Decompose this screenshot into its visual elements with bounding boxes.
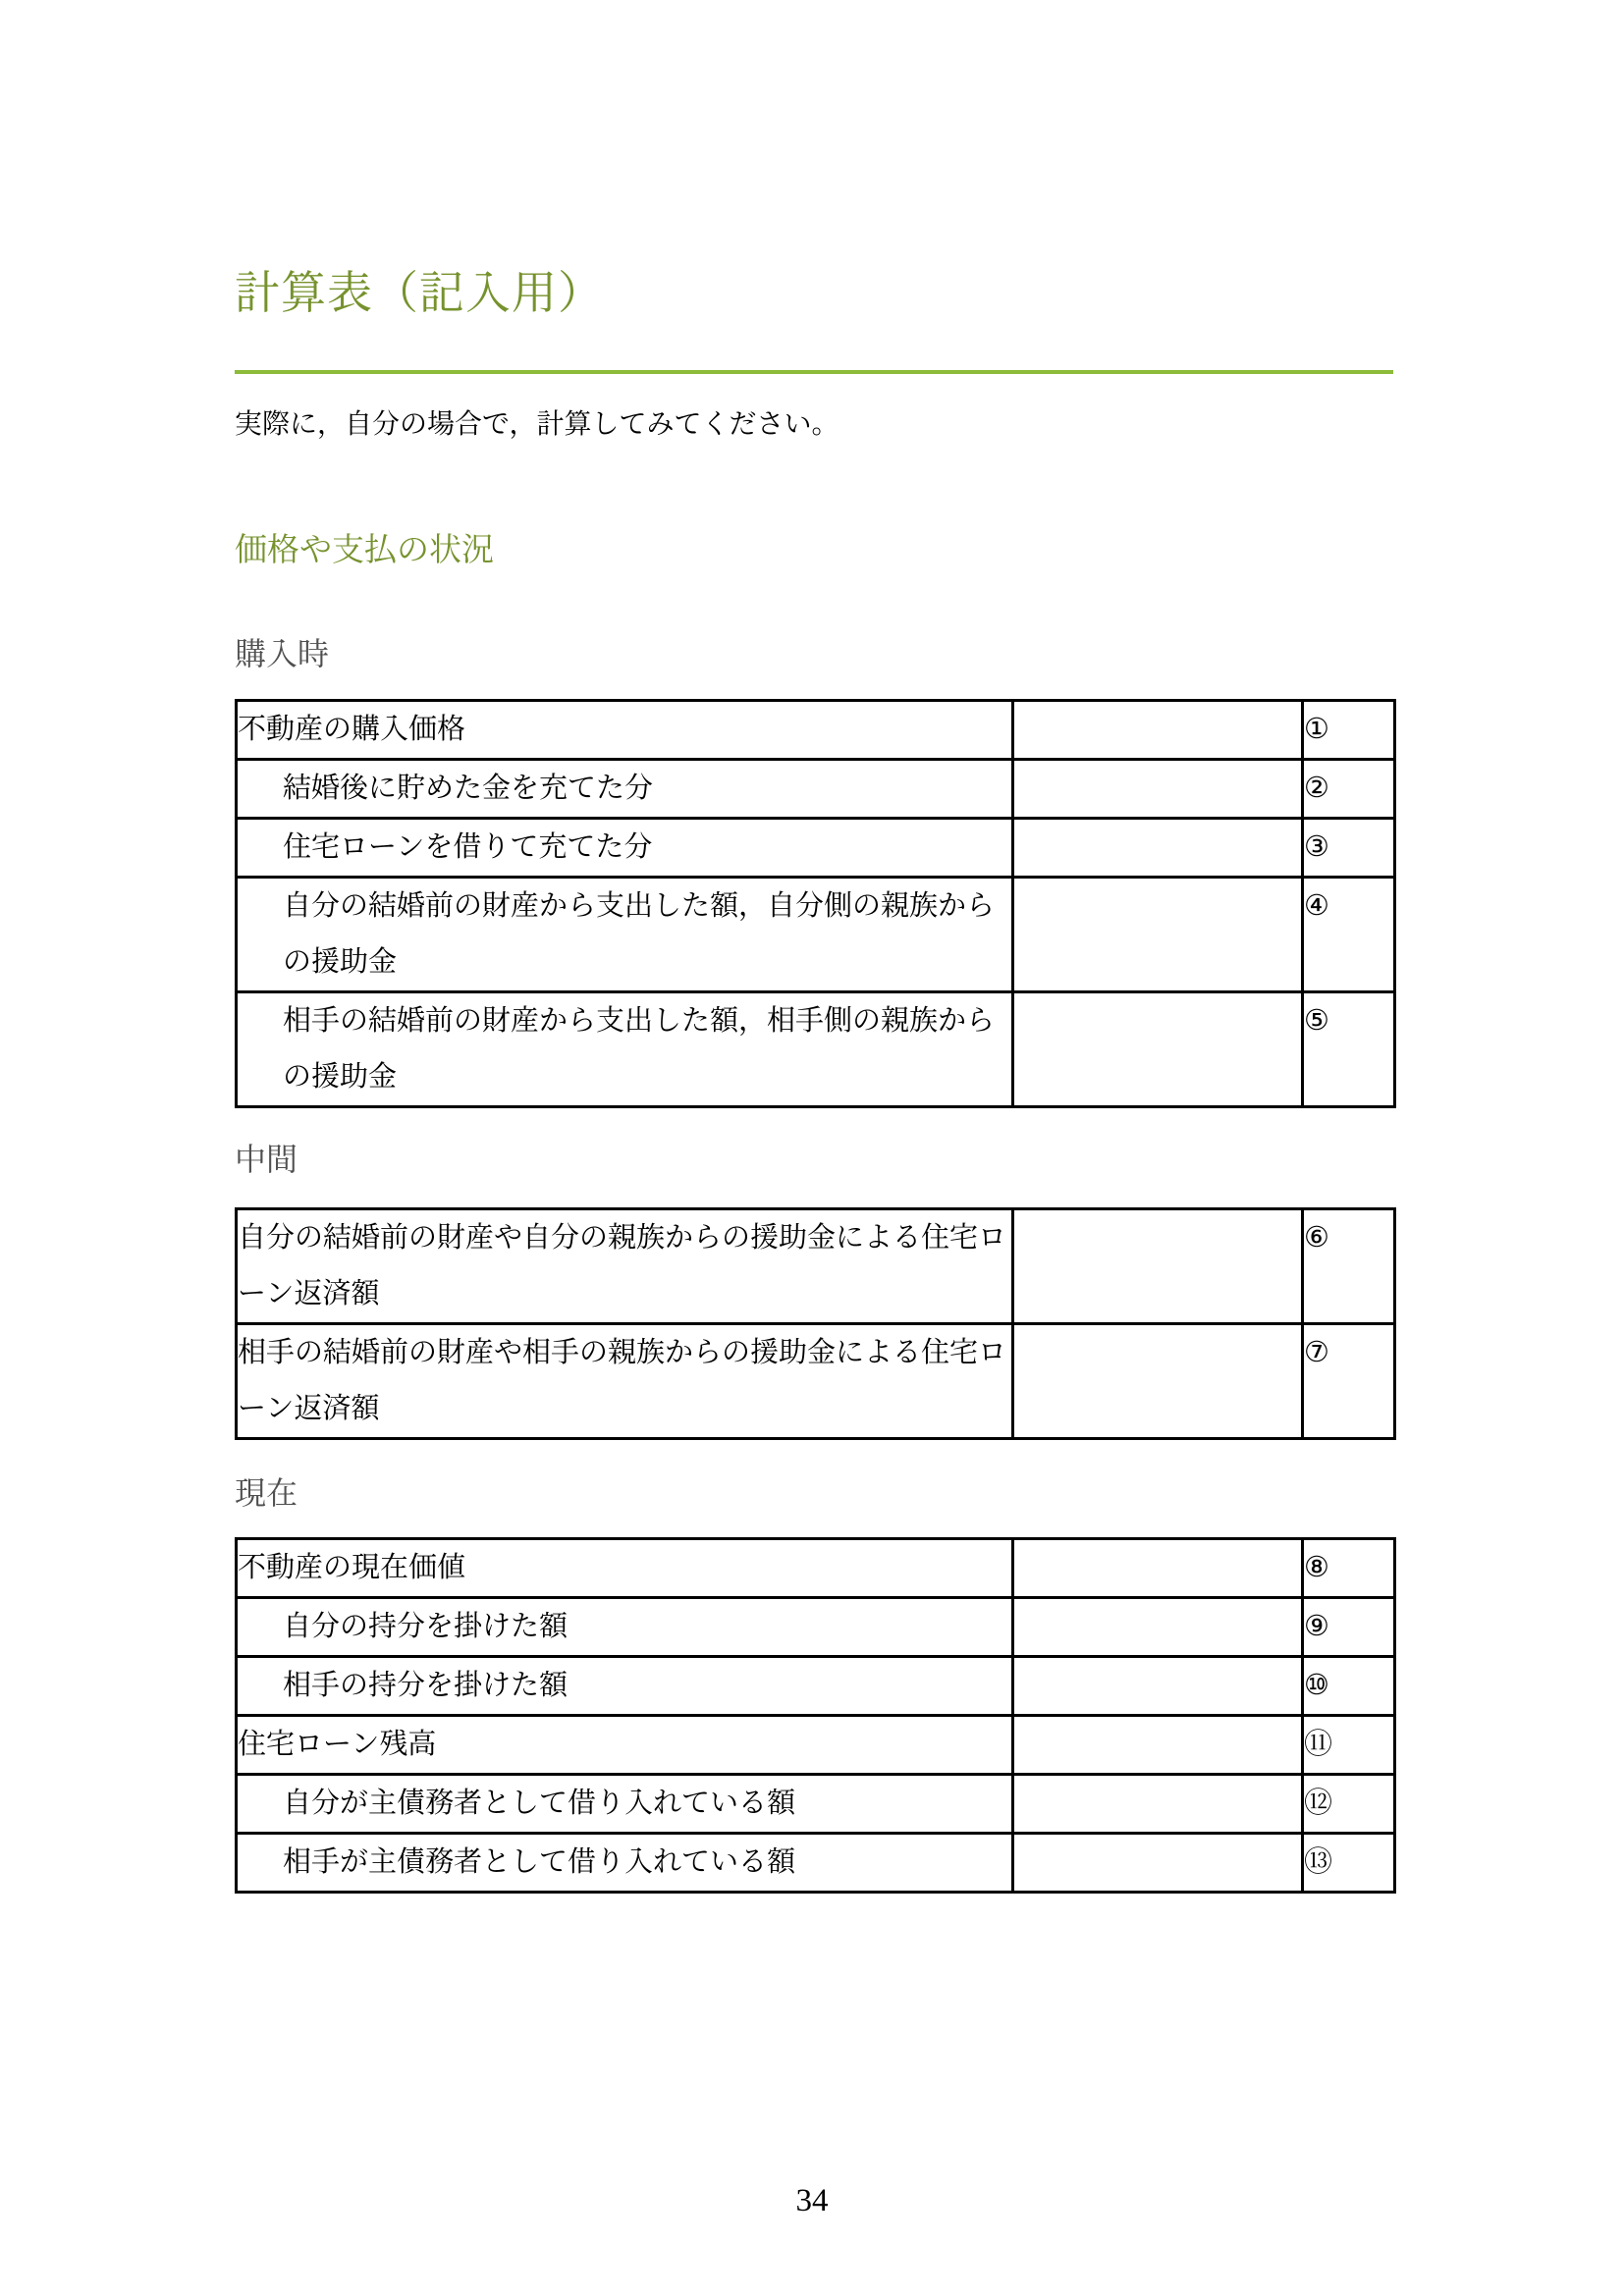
title-underline-rule	[235, 370, 1393, 374]
row-label: 住宅ローンを借りて充てた分	[237, 819, 1013, 878]
table-row	[237, 760, 1395, 819]
amount-blank-cell	[1013, 1657, 1303, 1716]
row-ref-badge: ②	[1303, 760, 1395, 819]
amount-blank-cell	[1013, 760, 1303, 819]
subsection-heading-purchase: 購入時	[235, 636, 330, 671]
table-row	[237, 992, 1395, 1107]
row-label: 自分の結婚前の財産から支出した額，自分側の親族からの援助金	[237, 878, 1013, 992]
amount-blank-cell	[1013, 1775, 1303, 1834]
amount-blank-cell	[1013, 992, 1303, 1107]
row-ref-badge: ④	[1303, 878, 1395, 992]
row-ref-badge: ⑨	[1303, 1598, 1395, 1657]
row-ref-badge: ③	[1303, 819, 1395, 878]
row-label: 相手の結婚前の財産や相手の親族からの援助金による住宅ローン返済額	[237, 1324, 1013, 1439]
row-label: 自分の持分を掛けた額	[237, 1598, 1013, 1657]
amount-blank-cell	[1013, 701, 1303, 760]
row-label: 結婚後に貯めた金を充てた分	[237, 760, 1013, 819]
table-row	[237, 1324, 1395, 1439]
row-label: 不動産の現在価値	[237, 1539, 1013, 1598]
row-label: 不動産の購入価格	[237, 701, 1013, 760]
table-row	[237, 1598, 1395, 1657]
intro-paragraph: 実際に，自分の場合で，計算してみてください。	[235, 408, 839, 439]
row-label: 自分が主債務者として借り入れている額	[237, 1775, 1013, 1834]
table-row	[237, 701, 1395, 760]
row-ref-badge: ⑧	[1303, 1539, 1395, 1598]
table-row	[237, 819, 1395, 878]
purchase-table	[235, 699, 1396, 1108]
subsection-heading-interim: 中間	[235, 1142, 298, 1177]
amount-blank-cell	[1013, 819, 1303, 878]
amount-blank-cell	[1013, 1716, 1303, 1775]
table-row	[237, 878, 1395, 992]
row-label: 相手の持分を掛けた額	[237, 1657, 1013, 1716]
page-number: 34	[795, 2183, 829, 2218]
row-ref-badge: ⑥	[1303, 1209, 1395, 1324]
row-label: 相手が主債務者として借り入れている額	[237, 1834, 1013, 1893]
row-ref-badge: ①	[1303, 701, 1395, 760]
row-ref-badge: ⑦	[1303, 1324, 1395, 1439]
interim-table	[235, 1207, 1396, 1440]
amount-blank-cell	[1013, 1539, 1303, 1598]
table-row	[237, 1209, 1395, 1324]
page-title: 計算表（記入用）	[235, 267, 604, 318]
row-label: 住宅ローン残高	[237, 1716, 1013, 1775]
section-heading: 価格や支払の状況	[235, 531, 494, 567]
current-table	[235, 1537, 1396, 1894]
amount-blank-cell	[1013, 1834, 1303, 1893]
table-row	[237, 1716, 1395, 1775]
amount-blank-cell	[1013, 878, 1303, 992]
table-row	[237, 1834, 1395, 1893]
row-label: 相手の結婚前の財産から支出した額，相手側の親族からの援助金	[237, 992, 1013, 1107]
table-row	[237, 1775, 1395, 1834]
row-label: 自分の結婚前の財産や自分の親族からの援助金による住宅ローン返済額	[237, 1209, 1013, 1324]
table-row	[237, 1539, 1395, 1598]
row-ref-badge: ⑪	[1303, 1716, 1395, 1775]
amount-blank-cell	[1013, 1598, 1303, 1657]
row-ref-badge: ⑫	[1303, 1775, 1395, 1834]
page-content	[235, 0, 1393, 1894]
subsection-heading-current: 現在	[235, 1475, 298, 1511]
amount-blank-cell	[1013, 1324, 1303, 1439]
row-ref-badge: ⑤	[1303, 992, 1395, 1107]
row-ref-badge: ⑬	[1303, 1834, 1395, 1893]
row-ref-badge: ⑩	[1303, 1657, 1395, 1716]
table-row	[237, 1657, 1395, 1716]
amount-blank-cell	[1013, 1209, 1303, 1324]
